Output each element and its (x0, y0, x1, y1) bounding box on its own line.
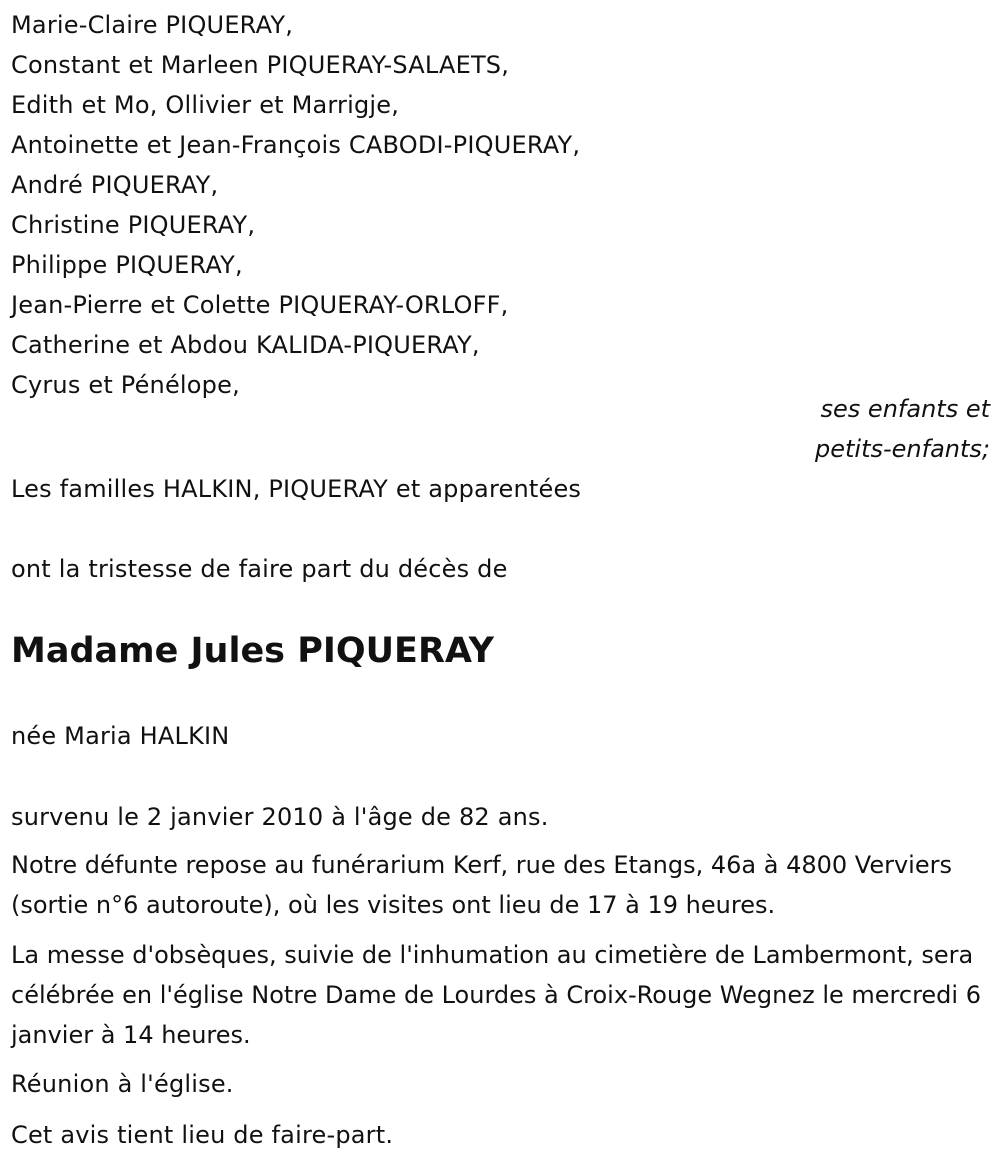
deceased-name: Madame Jules PIQUERAY (11, 631, 494, 671)
family-member-line: Christine PIQUERAY, (11, 211, 256, 239)
families-line: Les familles HALKIN, PIQUERAY et apparentées (11, 475, 582, 503)
relation-children: ses enfants et (820, 395, 990, 423)
family-member-line: Cyrus et Pénélope, (11, 371, 240, 399)
family-member-line: Catherine et Abdou KALIDA-PIQUERAY, (11, 331, 480, 359)
family-member-line: Antoinette et Jean-François CABODI-PIQUERAY, (11, 131, 581, 159)
death-info: survenu le 2 janvier 2010 à l'âge de 82 ans. (11, 803, 549, 831)
family-member-line: Philippe PIQUERAY, (11, 251, 243, 279)
meeting-info: Réunion à l'église. (11, 1070, 234, 1098)
family-member-line: André PIQUERAY, (11, 171, 219, 199)
family-member-line: Marie-Claire PIQUERAY, (11, 11, 294, 39)
repose-info: Notre défunte repose au funérarium Kerf, rue des Etangs, 46a à 4800 Verviers (sortie n°6 autoroute), où les visites ont lieu de 17 à 19 heures. (11, 851, 952, 919)
announcement-line: ont la tristesse de faire part du décès de (11, 555, 508, 583)
family-member-line: Jean-Pierre et Colette PIQUERAY-ORLOFF, (11, 291, 509, 319)
relation-grandchildren: petits-enfants; (815, 435, 990, 463)
family-member-line: Constant et Marleen PIQUERAY-SALAETS, (11, 51, 510, 79)
family-member-line: Edith et Mo, Ollivier et Marrigje, (11, 91, 400, 119)
maiden-name: née Maria HALKIN (11, 722, 230, 750)
closing-info: Cet avis tient lieu de faire-part. (11, 1121, 394, 1149)
funeral-info: La messe d'obsèques, suivie de l'inhumation au cimetière de Lambermont, sera célébrée en l'église Notre Dame de Lourdes à Croix-Rouge Wegnez le mercredi 6 janvier à 14 heures. (11, 941, 981, 1049)
